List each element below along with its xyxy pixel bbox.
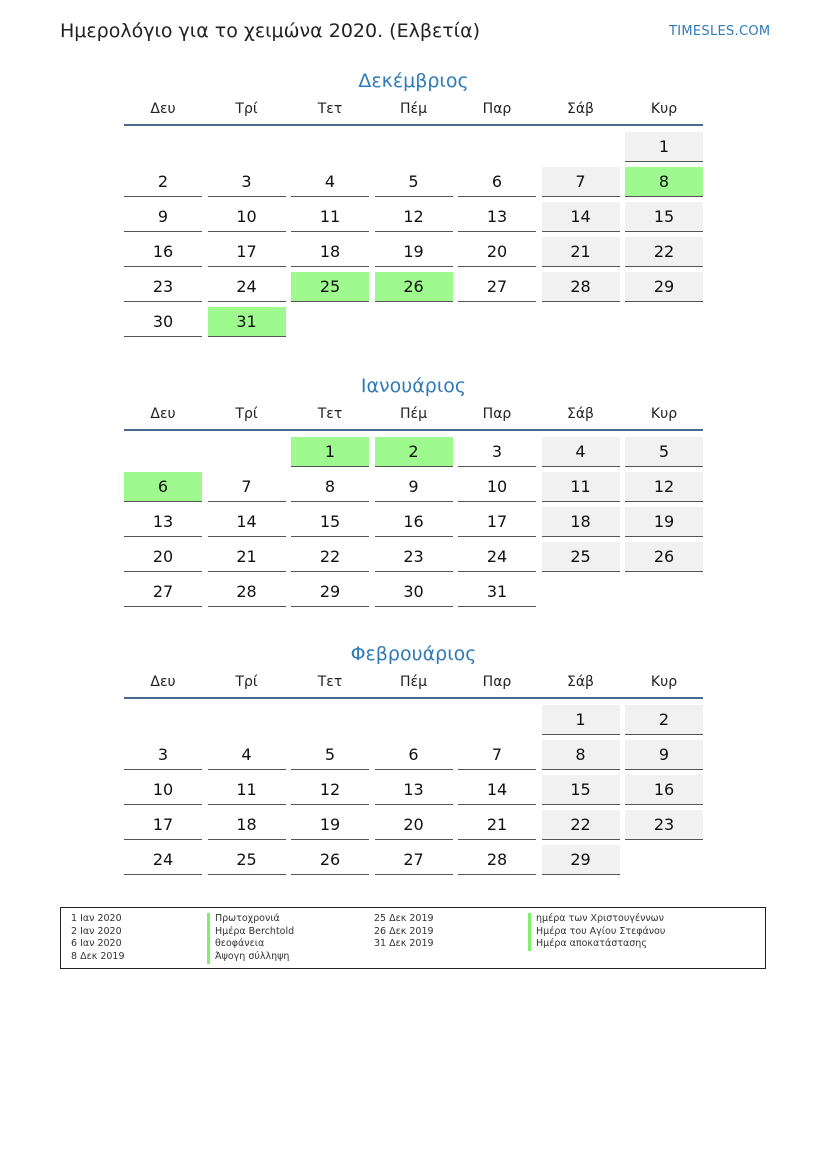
day-cell: 2 [124, 167, 202, 197]
day-grid [124, 705, 703, 875]
day-cell: 8 [291, 472, 369, 502]
day-cell: 16 [625, 775, 703, 805]
day-cell: 31 [458, 577, 536, 607]
day-cell: 8 [542, 740, 620, 770]
day-cell: 22 [542, 810, 620, 840]
empty-cell [124, 132, 202, 162]
day-cell: 28 [458, 845, 536, 875]
legend-holiday-name: ημέρα των Χριστουγέννων [528, 913, 665, 926]
day-cell: 25 [542, 542, 620, 572]
month-calendar [124, 641, 703, 875]
day-cell: 17 [124, 810, 202, 840]
day-cell: 11 [542, 472, 620, 502]
day-cell: 4 [208, 740, 286, 770]
day-cell: 29 [625, 272, 703, 302]
empty-cell [291, 705, 369, 735]
day-cell: 23 [375, 542, 453, 572]
weekday-header [124, 403, 703, 431]
day-cell: 10 [124, 775, 202, 805]
legend-date: 8 Δεκ 2019 [71, 951, 125, 963]
holiday-day-cell: 2 [375, 437, 453, 467]
month-calendar [124, 68, 703, 337]
empty-cell [458, 132, 536, 162]
day-cell: 27 [458, 272, 536, 302]
day-cell: 10 [458, 472, 536, 502]
empty-cell [124, 437, 202, 467]
day-cell: 27 [124, 577, 202, 607]
day-cell: 5 [375, 167, 453, 197]
day-cell: 14 [542, 202, 620, 232]
day-cell: 7 [542, 167, 620, 197]
month-name: Ιανουάριος [360, 375, 467, 397]
day-cell: 21 [458, 810, 536, 840]
weekday-label: Τρί [235, 674, 258, 690]
day-cell: 15 [542, 775, 620, 805]
empty-cell [375, 132, 453, 162]
weekday-label: Σάβ [566, 101, 594, 117]
day-cell: 15 [291, 507, 369, 537]
day-cell: 9 [625, 740, 703, 770]
weekday-label: Σάβ [566, 674, 594, 690]
day-cell: 1 [542, 705, 620, 735]
day-cell: 23 [625, 810, 703, 840]
legend-date: 26 Δεκ 2019 [374, 925, 434, 937]
weekday-label: Σάβ [566, 406, 594, 422]
weekday-label: Τετ [317, 406, 343, 422]
day-cell: 10 [208, 202, 286, 232]
day-cell: 12 [291, 775, 369, 805]
day-cell: 11 [208, 775, 286, 805]
page-title: Ημερολόγιο για το χειμώνα 2020. (Ελβετία) [60, 20, 481, 42]
legend-holiday-name: Πρωτοχρονιά [207, 913, 294, 926]
day-cell: 3 [458, 437, 536, 467]
weekday-header [124, 98, 703, 126]
day-cell: 13 [124, 507, 202, 537]
holiday-day-cell: 31 [208, 307, 286, 337]
day-cell: 4 [542, 437, 620, 467]
day-cell: 23 [124, 272, 202, 302]
holiday-legend [60, 907, 766, 969]
weekday-header [124, 671, 703, 699]
day-cell: 24 [458, 542, 536, 572]
legend-holiday-name: Ημέρα του Αγίου Στεφάνου [528, 926, 665, 939]
weekday-label: Πέμ [399, 101, 427, 117]
day-cell: 6 [375, 740, 453, 770]
weekday-label: Πέμ [399, 674, 427, 690]
day-cell: 14 [208, 507, 286, 537]
day-cell: 13 [458, 202, 536, 232]
day-cell: 12 [625, 472, 703, 502]
weekday-label: Τετ [317, 674, 343, 690]
day-cell: 22 [291, 542, 369, 572]
legend-date: 1 Ιαν 2020 [71, 913, 122, 924]
day-cell: 25 [208, 845, 286, 875]
day-cell: 22 [625, 237, 703, 267]
weekday-label: Παρ [482, 101, 512, 117]
legend-holiday-name: Ημέρα Berchtold [207, 926, 294, 939]
day-cell: 3 [124, 740, 202, 770]
day-cell: 12 [375, 202, 453, 232]
day-cell: 11 [291, 202, 369, 232]
day-cell: 17 [208, 237, 286, 267]
day-cell: 20 [124, 542, 202, 572]
day-cell: 2 [625, 705, 703, 735]
legend-holiday-name: θεοφάνεια [207, 938, 294, 951]
day-cell: 19 [291, 810, 369, 840]
day-cell: 18 [542, 507, 620, 537]
weekday-label: Τρί [235, 406, 258, 422]
day-cell: 29 [291, 577, 369, 607]
legend-date: 31 Δεκ 2019 [374, 938, 434, 950]
weekday-label: Κυρ [650, 406, 678, 422]
day-cell: 4 [291, 167, 369, 197]
day-cell: 30 [124, 307, 202, 337]
day-cell: 13 [375, 775, 453, 805]
day-cell: 5 [625, 437, 703, 467]
day-cell: 21 [208, 542, 286, 572]
day-cell: 28 [542, 272, 620, 302]
day-cell: 19 [625, 507, 703, 537]
empty-cell [375, 705, 453, 735]
weekday-label: Κυρ [650, 674, 678, 690]
day-cell: 20 [458, 237, 536, 267]
empty-cell [208, 705, 286, 735]
day-cell: 29 [542, 845, 620, 875]
day-cell: 9 [124, 202, 202, 232]
day-cell: 18 [291, 237, 369, 267]
weekday-label: Δευ [150, 101, 176, 117]
day-cell: 18 [208, 810, 286, 840]
empty-cell [124, 705, 202, 735]
day-cell: 30 [375, 577, 453, 607]
empty-cell [208, 437, 286, 467]
day-cell: 26 [625, 542, 703, 572]
weekday-label: Παρ [482, 674, 512, 690]
weekday-label: Δευ [150, 674, 176, 690]
month-name: Φεβρουάριος [350, 643, 477, 665]
holiday-day-cell: 6 [124, 472, 202, 502]
legend-holiday-name: Άψογη σύλληψη [207, 951, 294, 964]
day-cell: 3 [208, 167, 286, 197]
day-cell: 21 [542, 237, 620, 267]
weekday-label: Κυρ [650, 101, 678, 117]
month-name: Δεκέμβριος [358, 70, 469, 92]
holiday-day-cell: 25 [291, 272, 369, 302]
brand-link[interactable]: TIMESLES.COM [669, 24, 771, 39]
holiday-day-cell: 1 [291, 437, 369, 467]
day-cell: 16 [124, 237, 202, 267]
day-grid [124, 132, 703, 337]
day-cell: 26 [291, 845, 369, 875]
day-cell: 15 [625, 202, 703, 232]
day-cell: 5 [291, 740, 369, 770]
day-cell: 27 [375, 845, 453, 875]
empty-cell [291, 132, 369, 162]
day-cell: 19 [375, 237, 453, 267]
weekday-label: Τετ [317, 101, 343, 117]
day-cell: 7 [208, 472, 286, 502]
legend-date: 2 Ιαν 2020 [71, 925, 122, 937]
day-cell: 16 [375, 507, 453, 537]
day-cell: 1 [625, 132, 703, 162]
holiday-day-cell: 8 [625, 167, 703, 197]
day-cell: 24 [124, 845, 202, 875]
day-cell: 6 [458, 167, 536, 197]
day-grid [124, 437, 703, 607]
month-calendar [124, 373, 703, 607]
empty-cell [542, 132, 620, 162]
holiday-day-cell: 26 [375, 272, 453, 302]
day-cell: 9 [375, 472, 453, 502]
day-cell: 24 [208, 272, 286, 302]
day-cell: 7 [458, 740, 536, 770]
day-cell: 17 [458, 507, 536, 537]
day-cell: 28 [208, 577, 286, 607]
weekday-label: Τρί [235, 101, 258, 117]
empty-cell [458, 705, 536, 735]
weekday-label: Δευ [150, 406, 176, 422]
day-cell: 20 [375, 810, 453, 840]
day-cell: 14 [458, 775, 536, 805]
legend-date: 25 Δεκ 2019 [374, 913, 434, 924]
legend-holiday-name: Ημέρα αποκατάστασης [528, 938, 665, 951]
empty-cell [208, 132, 286, 162]
legend-date: 6 Ιαν 2020 [71, 938, 122, 950]
weekday-label: Παρ [482, 406, 512, 422]
weekday-label: Πέμ [399, 406, 427, 422]
